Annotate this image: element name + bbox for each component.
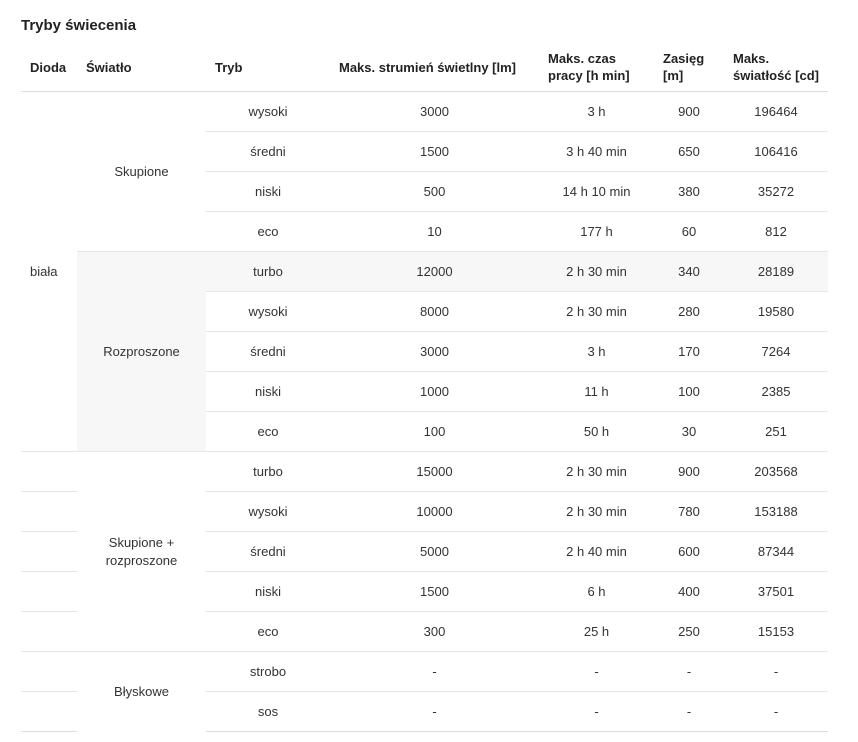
modes-table (21, 43, 828, 732)
cell-tryb: niski (206, 372, 330, 412)
cell-cd: 87344 (724, 532, 828, 572)
cell-lm: 8000 (330, 292, 539, 332)
cell-zasieg: 100 (654, 372, 724, 412)
cell-cd: 196464 (724, 92, 828, 132)
cell-tryb: turbo (206, 252, 330, 292)
section-title: Tryby świecenia (21, 17, 137, 34)
cell-lm: - (330, 692, 539, 732)
cell-lm: 1500 (330, 572, 539, 612)
cell-czas: 3 h (539, 332, 654, 372)
cell-zasieg: - (654, 692, 724, 732)
cell-zasieg: 60 (654, 212, 724, 252)
cell-cd: 19580 (724, 292, 828, 332)
header-swiatlo: Światło (86, 59, 132, 75)
cell-zasieg: 380 (654, 172, 724, 212)
cell-tryb: średni (206, 132, 330, 172)
cell-tryb: strobo (206, 652, 330, 692)
cell-zasieg: 780 (654, 492, 724, 532)
cell-czas: 2 h 40 min (539, 532, 654, 572)
header-strumien: Maks. strumień świetlny [lm] (339, 59, 516, 75)
cell-zasieg: 30 (654, 412, 724, 452)
cell-lm: 10 (330, 212, 539, 252)
cell-czas: 2 h 30 min (539, 492, 654, 532)
dioda-empty-cell (21, 492, 77, 532)
cell-czas: 3 h 40 min (539, 132, 654, 172)
cell-czas: 3 h (539, 92, 654, 132)
cell-zasieg: 250 (654, 612, 724, 652)
cell-cd: 7264 (724, 332, 828, 372)
cell-cd: 37501 (724, 572, 828, 612)
cell-zasieg: 170 (654, 332, 724, 372)
cell-tryb: eco (206, 612, 330, 652)
cell-tryb: wysoki (206, 492, 330, 532)
table-row (21, 652, 828, 692)
cell-zasieg: 600 (654, 532, 724, 572)
cell-zasieg: 400 (654, 572, 724, 612)
cell-lm: 100 (330, 412, 539, 452)
dioda-empty-cell (21, 692, 77, 732)
cell-lm: 3000 (330, 92, 539, 132)
cell-tryb: eco (206, 212, 330, 252)
dioda-empty-cell (21, 532, 77, 572)
cell-zasieg: 900 (654, 452, 724, 492)
cell-cd: 35272 (724, 172, 828, 212)
group-rozproszone: Rozproszone (77, 252, 206, 452)
cell-lm: 300 (330, 612, 539, 652)
cell-czas: 177 h (539, 212, 654, 252)
table-header-row (21, 43, 828, 92)
cell-lm: 12000 (330, 252, 539, 292)
cell-zasieg: - (654, 652, 724, 692)
cell-lm: 500 (330, 172, 539, 212)
cell-tryb: wysoki (206, 292, 330, 332)
cell-lm: 1000 (330, 372, 539, 412)
cell-lm: 3000 (330, 332, 539, 372)
cell-czas: 2 h 30 min (539, 252, 654, 292)
cell-cd: 2385 (724, 372, 828, 412)
cell-tryb: średni (206, 332, 330, 372)
group-skupione-rozproszone: Skupione + rozproszone (77, 452, 206, 652)
header-czas: Maks. czas pracy [h min] (548, 51, 630, 83)
header-dioda: Dioda (30, 59, 67, 75)
header-tryb: Tryb (215, 59, 243, 75)
cell-cd: 15153 (724, 612, 828, 652)
dioda-cell: biała (21, 92, 77, 452)
cell-czas: 2 h 30 min (539, 292, 654, 332)
cell-lm: - (330, 652, 539, 692)
header-zasieg: Zasięg [m] (663, 51, 705, 83)
cell-tryb: sos (206, 692, 330, 732)
cell-cd: 106416 (724, 132, 828, 172)
dioda-empty-cell (21, 652, 77, 692)
cell-tryb: turbo (206, 452, 330, 492)
cell-czas: 2 h 30 min (539, 452, 654, 492)
cell-tryb: średni (206, 532, 330, 572)
cell-czas: 11 h (539, 372, 654, 412)
cell-zasieg: 900 (654, 92, 724, 132)
cell-czas: 25 h (539, 612, 654, 652)
cell-tryb: wysoki (206, 92, 330, 132)
group-blyskowe: Błyskowe (77, 652, 206, 732)
cell-czas: - (539, 692, 654, 732)
cell-cd: 203568 (724, 452, 828, 492)
cell-czas: - (539, 652, 654, 692)
cell-lm: 5000 (330, 532, 539, 572)
cell-cd: 153188 (724, 492, 828, 532)
cell-cd: 812 (724, 212, 828, 252)
dioda-empty-cell (21, 572, 77, 612)
cell-zasieg: 650 (654, 132, 724, 172)
header-swiatlosc: Maks. światłość [cd] (733, 51, 819, 83)
cell-czas: 14 h 10 min (539, 172, 654, 212)
cell-czas: 50 h (539, 412, 654, 452)
cell-zasieg: 340 (654, 252, 724, 292)
cell-czas: 6 h (539, 572, 654, 612)
cell-tryb: eco (206, 412, 330, 452)
cell-cd: - (724, 652, 828, 692)
cell-cd: 251 (724, 412, 828, 452)
cell-lm: 15000 (330, 452, 539, 492)
cell-lm: 10000 (330, 492, 539, 532)
cell-cd: - (724, 692, 828, 732)
dioda-empty-cell (21, 452, 77, 492)
cell-cd: 28189 (724, 252, 828, 292)
dioda-empty-cell (21, 612, 77, 652)
cell-tryb: niski (206, 172, 330, 212)
cell-zasieg: 280 (654, 292, 724, 332)
table-row (21, 452, 828, 492)
cell-tryb: niski (206, 572, 330, 612)
table-row (21, 92, 828, 132)
cell-lm: 1500 (330, 132, 539, 172)
table-row (21, 252, 828, 292)
group-skupione: Skupione (77, 92, 206, 252)
